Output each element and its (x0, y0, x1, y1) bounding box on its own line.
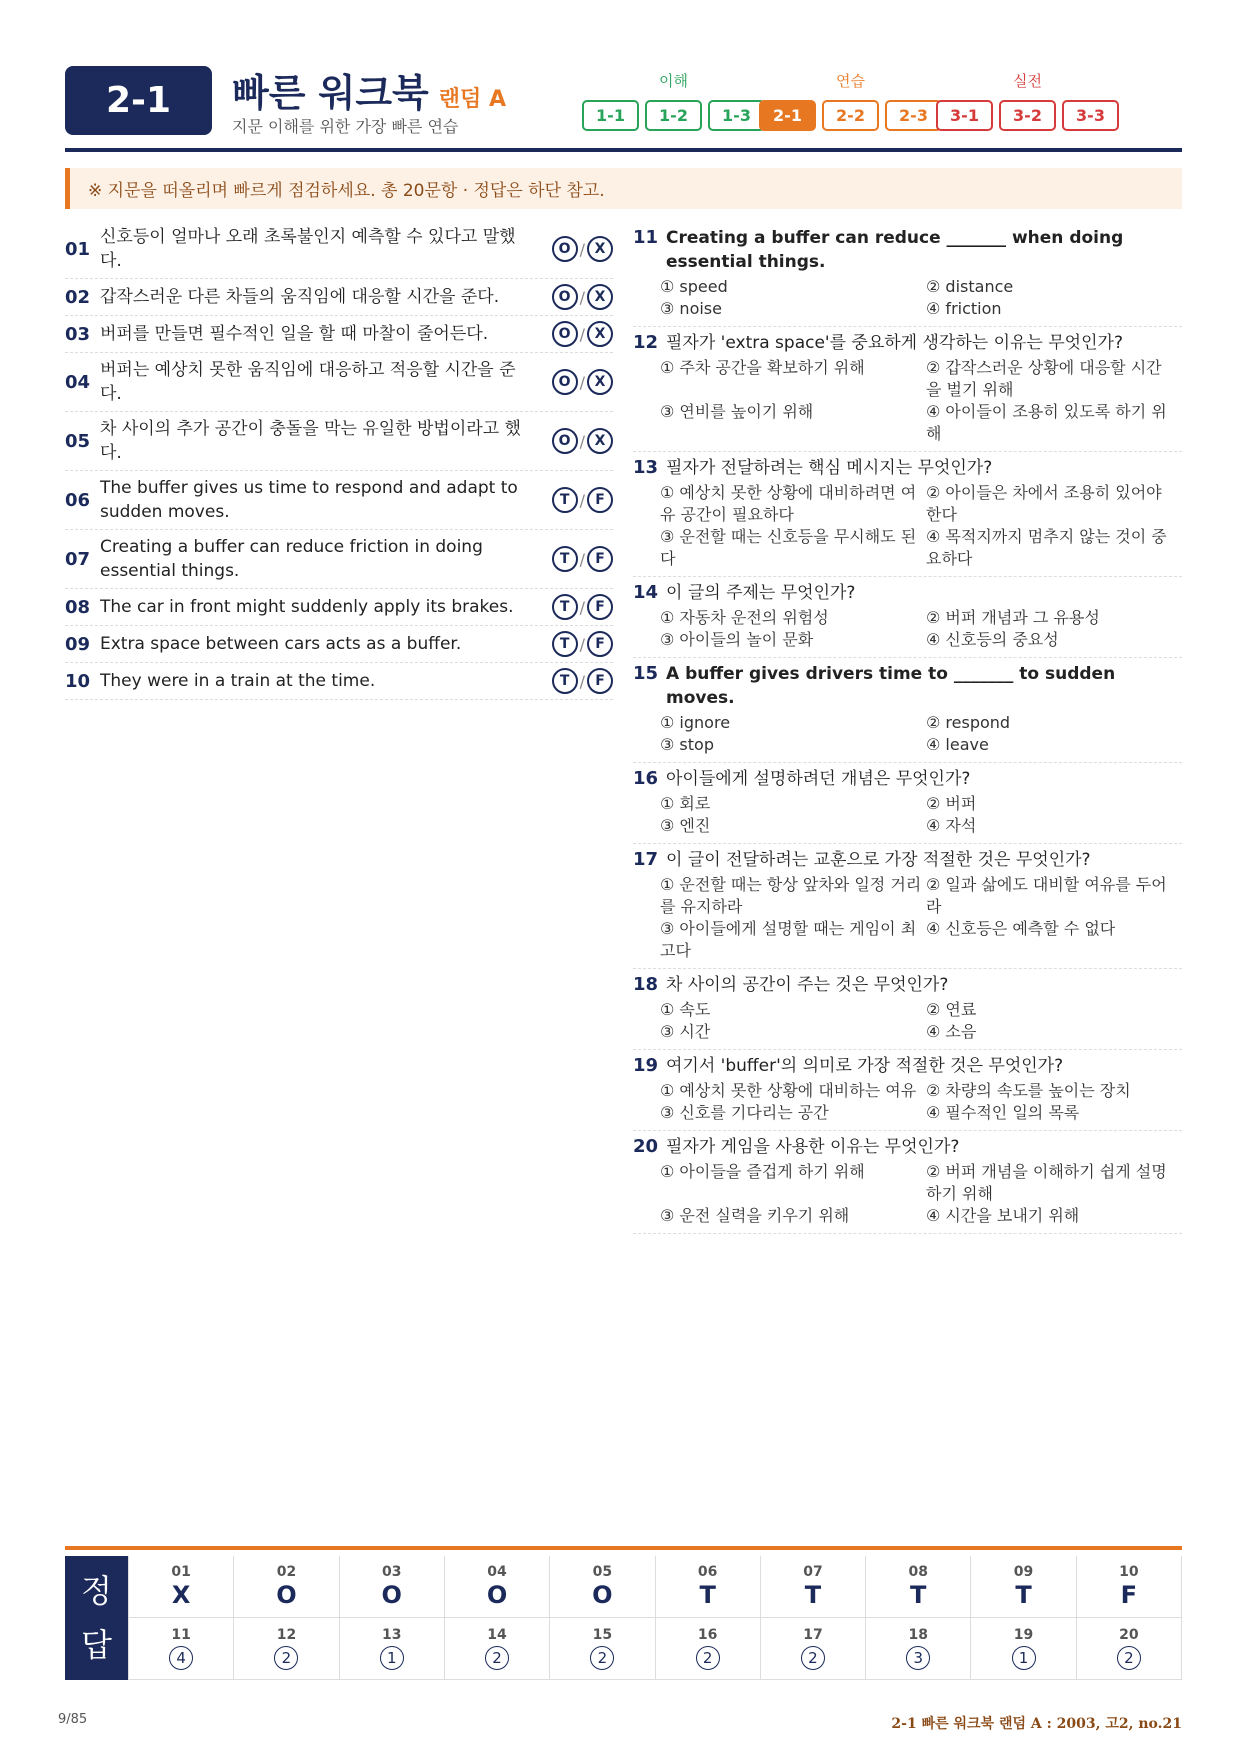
answer-number: 02 (276, 1563, 297, 1580)
answer-key (65, 1546, 1182, 1684)
mark-separator: / (579, 431, 585, 451)
answer-choice: 4 (169, 1646, 193, 1670)
answer-choice: 2 (696, 1646, 720, 1670)
question-text: 아이들에게 설명하려던 개념은 무엇인가? (666, 769, 971, 789)
mc-option[interactable]: ② respond (926, 713, 1011, 732)
answer-choice: 2 (801, 1646, 825, 1670)
answer-cell (971, 1618, 1076, 1680)
answer-marks (543, 236, 613, 262)
mc-options (633, 712, 1182, 756)
question-text: 버퍼는 예상치 못한 움직임에 대응하고 적응할 시간을 준다. (100, 360, 516, 404)
level-button-3-3[interactable]: 3-3 (1062, 100, 1119, 131)
mc-option[interactable]: ③ 신호를 기다리는 공간 (660, 1103, 829, 1122)
mc-question-stem (633, 331, 1182, 355)
mc-option[interactable]: ④ leave (926, 735, 989, 754)
header-divider (65, 148, 1182, 152)
question-text: Creating a buffer can reduce _______ when doing essential things. (666, 228, 1124, 272)
level-group-buttons (582, 100, 765, 131)
answer-marks (543, 284, 613, 310)
answer-marks (543, 321, 613, 347)
answer-marks (543, 369, 613, 395)
mc-question-stem (633, 1135, 1182, 1159)
question-number: 14 (633, 582, 659, 603)
question-text: Extra space between cars acts as a buffer. (100, 634, 462, 654)
mc-option[interactable]: ④ 시간을 보내기 위해 (926, 1206, 1080, 1225)
mc-option[interactable]: ③ 운전 실력을 키우기 위해 (660, 1206, 850, 1225)
mc-option[interactable]: ④ friction (926, 299, 1002, 318)
level-button-1-2[interactable]: 1-2 (645, 100, 702, 131)
mc-question (633, 452, 1182, 577)
answer-choice: 3 (906, 1646, 930, 1670)
mc-question-stem (633, 767, 1182, 791)
question-number: 11 (633, 227, 659, 248)
mark-separator: / (579, 490, 585, 510)
answer-label-top: 정 (81, 1572, 112, 1610)
mc-question (633, 844, 1182, 969)
mc-question (633, 969, 1182, 1050)
answer-number: 12 (276, 1627, 297, 1643)
answer-cell (971, 1556, 1076, 1618)
answer-cell (1077, 1618, 1182, 1680)
question-text: A buffer gives drivers time to _______ to sudden moves. (666, 664, 1116, 708)
answer-number: 01 (171, 1563, 191, 1580)
mark-option-o[interactable]: O (552, 236, 578, 262)
source-citation: 2-1 빠른 워크북 랜덤 A : 2003, 고2, no.21 (891, 1716, 1182, 1732)
question-text: 필자가 'extra space'를 중요하게 생각하는 이유는 무엇인가? (666, 333, 1123, 353)
answer-cell (550, 1556, 655, 1618)
question-number: 18 (633, 974, 659, 995)
mark-option-x[interactable]: X (587, 236, 613, 262)
mc-option[interactable]: ② 연료 (926, 1000, 977, 1019)
question-text: 갑작스러운 다른 차들의 움직임에 대응할 시간을 준다. (100, 287, 500, 307)
ox-question-row (65, 353, 613, 412)
mark-separator: / (579, 671, 585, 691)
mark-option-t[interactable]: T (552, 546, 578, 572)
mc-question-stem (633, 581, 1182, 605)
page-number: 9/85 (58, 1712, 88, 1727)
question-text: 차 사이의 공간이 주는 것은 무엇인가? (666, 975, 949, 995)
answer-number: 19 (1013, 1627, 1034, 1643)
page-title (232, 62, 506, 117)
mc-option[interactable]: ④ 필수적인 일의 목록 (926, 1103, 1080, 1122)
answer-number: 10 (1119, 1563, 1139, 1580)
mc-option[interactable]: ② 아이들은 차에서 조용히 있어야 한다 (926, 483, 1162, 524)
answer-cell (340, 1556, 445, 1618)
mark-separator: / (579, 634, 585, 654)
mc-option[interactable]: ④ 신호등의 중요성 (926, 630, 1059, 649)
answer-value: T (1015, 1580, 1032, 1609)
question-number: 01 (65, 238, 91, 260)
answer-number: 07 (803, 1563, 823, 1580)
answer-marks (543, 594, 613, 620)
mc-option[interactable]: ① 예상치 못한 상황에 대비하는 여유 (660, 1081, 917, 1100)
ox-question-row (65, 279, 613, 316)
answer-marks (543, 668, 613, 694)
answer-marks (543, 428, 613, 454)
question-text: 필자가 전달하려는 핵심 메시지는 무엇인가? (666, 458, 993, 478)
mc-option[interactable]: ③ stop (660, 735, 714, 754)
mc-question (633, 1050, 1182, 1131)
question-text: 이 글의 주제는 무엇인가? (666, 583, 856, 603)
ox-question-row (65, 663, 613, 700)
level-group-buttons (759, 100, 942, 131)
answer-number: 11 (171, 1627, 191, 1643)
answer-number: 14 (487, 1627, 507, 1643)
answer-value: X (171, 1580, 191, 1609)
question-number: 15 (633, 663, 659, 684)
mark-separator: / (579, 372, 585, 392)
mark-option-o[interactable]: O (552, 428, 578, 454)
answer-number: 08 (908, 1563, 928, 1580)
question-number: 05 (65, 430, 91, 452)
level-button-2-1[interactable]: 2-1 (759, 100, 816, 131)
question-number: 02 (65, 286, 91, 308)
mc-option[interactable]: ① ignore (660, 713, 731, 732)
ox-question-row (65, 530, 613, 589)
answer-value: T (699, 1580, 716, 1609)
ox-question-row (65, 316, 613, 353)
answer-cell (129, 1556, 234, 1618)
question-text: Creating a buffer can reduce friction in doing essential things. (100, 537, 483, 581)
mark-option-f[interactable]: F (587, 487, 613, 513)
ox-question-list (65, 220, 613, 700)
mc-option[interactable]: ② 버퍼 개념과 그 유용성 (926, 608, 1100, 627)
mc-question-stem (633, 973, 1182, 997)
mark-option-f[interactable]: F (587, 594, 613, 620)
question-text: 여기서 'buffer'의 의미로 가장 적절한 것은 무엇인가? (666, 1056, 1064, 1076)
level-group-buttons (936, 100, 1119, 131)
question-number: 12 (633, 332, 659, 353)
mc-options (633, 357, 1182, 445)
level-button-3-2[interactable]: 3-2 (999, 100, 1056, 131)
mc-question-list (633, 222, 1182, 1234)
mc-option[interactable]: ① 예상치 못한 상황에 대비하려면 여유 공간이 필요하다 (660, 483, 917, 524)
question-number: 20 (633, 1136, 659, 1157)
answer-cell (234, 1556, 339, 1618)
mc-option[interactable]: ② distance (926, 277, 1014, 296)
mark-option-t[interactable]: T (552, 487, 578, 513)
answer-label-bottom: 답 (81, 1626, 112, 1664)
mc-question (633, 327, 1182, 452)
mc-option[interactable]: ① 주차 공간을 확보하기 위해 (660, 358, 865, 377)
mc-question (633, 658, 1182, 763)
level-group-label: 연습 (836, 72, 865, 90)
level-group-label: 이해 (659, 72, 688, 90)
mc-options (633, 607, 1182, 651)
answer-cell (340, 1618, 445, 1680)
mark-separator: / (579, 597, 585, 617)
mark-option-o[interactable]: O (552, 321, 578, 347)
mc-option[interactable]: ① 회로 (660, 794, 711, 813)
mc-question-stem (633, 1054, 1182, 1078)
answer-marks (543, 631, 613, 657)
question-text: The car in front might suddenly apply its brakes. (100, 597, 514, 617)
question-text: 신호등이 얼마나 오래 초록불인지 예측할 수 있다고 말했다. (100, 227, 516, 271)
answer-choice: 2 (485, 1646, 509, 1670)
answer-cell (761, 1556, 866, 1618)
mc-option[interactable]: ④ 아이들이 조용히 있도록 하기 위해 (926, 402, 1167, 443)
answer-choice: 2 (274, 1646, 298, 1670)
mc-question-stem (633, 848, 1182, 872)
mc-option[interactable]: ② 버퍼 개념을 이해하기 쉽게 설명하기 위해 (926, 1162, 1167, 1203)
mark-separator: / (579, 549, 585, 569)
answer-cell (234, 1618, 339, 1680)
ox-question-row (65, 471, 613, 530)
answer-number: 09 (1013, 1563, 1034, 1580)
question-number: 07 (65, 548, 91, 570)
ox-question-row (65, 412, 613, 471)
mark-option-f[interactable]: F (587, 546, 613, 572)
ox-question-row (65, 220, 613, 279)
answer-key-label (65, 1556, 128, 1680)
mc-option[interactable]: ① 속도 (660, 1000, 711, 1019)
ox-question-row (65, 589, 613, 626)
question-text: 이 글이 전달하려는 교훈으로 가장 적절한 것은 무엇인가? (666, 850, 1091, 870)
question-number: 16 (633, 768, 659, 789)
answer-choice: 2 (1117, 1646, 1141, 1670)
mc-option[interactable]: ③ 엔진 (660, 816, 711, 835)
answer-value: O (276, 1580, 297, 1609)
mc-option[interactable]: ③ noise (660, 299, 722, 318)
question-number: 13 (633, 457, 659, 478)
mark-option-x[interactable]: X (587, 428, 613, 454)
level-button-2-3[interactable]: 2-3 (885, 100, 942, 131)
answer-choice: 1 (380, 1646, 404, 1670)
question-text: 필자가 게임을 사용한 이유는 무엇인가? (666, 1137, 960, 1157)
answer-cell (656, 1618, 761, 1680)
header (65, 66, 1182, 152)
mark-separator: / (579, 324, 585, 344)
answer-value: O (486, 1580, 508, 1609)
question-text: The buffer gives us time to respond and adapt to sudden moves. (100, 478, 518, 522)
mc-options (633, 482, 1182, 570)
level-button-1-1[interactable]: 1-1 (582, 100, 639, 131)
answer-cell (445, 1618, 550, 1680)
answer-choice: 1 (1012, 1646, 1036, 1670)
mc-options (633, 1161, 1182, 1227)
mc-option[interactable]: ① speed (660, 277, 728, 296)
answer-number: 13 (382, 1627, 402, 1643)
answer-grid (128, 1556, 1182, 1680)
answer-value: O (381, 1580, 402, 1609)
mc-option[interactable]: ④ 소음 (926, 1022, 977, 1041)
answer-cell (445, 1556, 550, 1618)
mc-question (633, 763, 1182, 844)
question-number: 03 (65, 323, 91, 345)
question-text: They were in a train at the time. (100, 671, 376, 691)
mc-option[interactable]: ④ 목적지까지 멈추지 않는 것이 중요하다 (926, 527, 1167, 568)
mark-option-x[interactable]: X (587, 321, 613, 347)
question-number: 19 (633, 1055, 659, 1076)
answer-marks (543, 487, 613, 513)
mark-option-f[interactable]: F (587, 631, 613, 657)
answer-number: 17 (803, 1627, 823, 1643)
mc-option[interactable]: ③ 연비를 높이기 위해 (660, 402, 814, 421)
mc-option[interactable]: ② 버퍼 (926, 794, 977, 813)
question-number: 06 (65, 489, 91, 511)
mc-options (633, 793, 1182, 837)
question-number: 09 (65, 633, 91, 655)
mc-option[interactable]: ③ 아이들의 놀이 문화 (660, 630, 814, 649)
question-number: 08 (65, 596, 91, 618)
answer-number: 18 (908, 1627, 928, 1643)
mc-option[interactable]: ③ 운전할 때는 신호등을 무시해도 된다 (660, 527, 917, 568)
mc-options (633, 874, 1182, 962)
mc-option[interactable]: ④ 신호등은 예측할 수 없다 (926, 919, 1116, 938)
mark-option-o[interactable]: O (552, 369, 578, 395)
mc-options (633, 1080, 1182, 1124)
title-variant: 랜덤 A (438, 87, 506, 112)
answer-cell (656, 1556, 761, 1618)
mc-option[interactable]: ③ 아이들에게 설명할 때는 게임이 최고다 (660, 919, 917, 960)
notice-banner: ※ 지문을 떠올리며 빠르게 점검하세요. 총 20문항 · 정답은 하단 참고. (65, 168, 1182, 209)
mc-question-stem (633, 662, 1182, 710)
mc-option[interactable]: ② 차량의 속도를 높이는 장치 (926, 1081, 1131, 1100)
mark-option-t[interactable]: T (552, 594, 578, 620)
mc-option[interactable]: ④ 자석 (926, 816, 977, 835)
answer-number: 16 (697, 1627, 718, 1643)
mark-separator: / (579, 287, 585, 307)
answer-number: 15 (592, 1627, 613, 1643)
answer-value: O (592, 1580, 613, 1609)
mc-option[interactable]: ① 운전할 때는 항상 앞차와 일정 거리를 유지하라 (660, 875, 922, 916)
level-button-3-1[interactable]: 3-1 (936, 100, 993, 131)
answer-cell (866, 1556, 971, 1618)
question-text: 버퍼를 만들면 필수적인 일을 할 때 마찰이 줄어든다. (100, 324, 489, 344)
answer-number: 05 (592, 1563, 613, 1580)
answer-value: F (1120, 1580, 1138, 1609)
mc-options (633, 999, 1182, 1043)
mc-option[interactable]: ① 자동차 운전의 위험성 (660, 608, 829, 627)
question-number: 10 (65, 670, 91, 692)
mark-option-t[interactable]: T (552, 668, 578, 694)
answer-number: 03 (382, 1563, 402, 1580)
unit-badge: 2-1 (65, 66, 212, 135)
answer-value: T (910, 1580, 927, 1609)
mark-option-x[interactable]: X (587, 369, 613, 395)
answer-number: 06 (697, 1563, 718, 1580)
question-number: 17 (633, 849, 659, 870)
mc-option[interactable]: ② 갑작스러운 상황에 대응할 시간을 벌기 위해 (926, 358, 1162, 399)
level-group-label: 실전 (1013, 72, 1042, 90)
answer-cell (1077, 1556, 1182, 1618)
mc-option[interactable]: ③ 시간 (660, 1022, 711, 1041)
mc-option[interactable]: ① 아이들을 즐겁게 하기 위해 (660, 1162, 865, 1181)
question-text: 차 사이의 추가 공간이 충돌을 막는 유일한 방법이라고 했다. (100, 419, 521, 463)
mc-question (633, 577, 1182, 658)
ox-question-row (65, 626, 613, 663)
mc-question-stem (633, 226, 1182, 274)
mark-option-f[interactable]: F (587, 668, 613, 694)
answer-choice: 2 (590, 1646, 614, 1670)
mark-option-x[interactable]: X (587, 284, 613, 310)
title-text: 빠른 워크북 (232, 71, 429, 115)
answer-value: T (804, 1580, 822, 1609)
mark-option-t[interactable]: T (552, 631, 578, 657)
mc-option[interactable]: ② 일과 삶에도 대비할 여유를 두어라 (926, 875, 1167, 916)
answer-cell (761, 1618, 866, 1680)
answer-number: 04 (487, 1563, 507, 1580)
mark-option-o[interactable]: O (552, 284, 578, 310)
level-button-1-3[interactable]: 1-3 (708, 100, 765, 131)
answer-cell (129, 1618, 234, 1680)
answer-marks (543, 546, 613, 572)
mc-question (633, 1131, 1182, 1234)
mark-separator: / (579, 239, 585, 259)
mc-options (633, 276, 1182, 320)
level-button-2-2[interactable]: 2-2 (822, 100, 879, 131)
mc-question-stem (633, 456, 1182, 480)
mc-question (633, 222, 1182, 327)
answer-cell (550, 1618, 655, 1680)
answer-number: 20 (1119, 1627, 1139, 1643)
question-number: 04 (65, 371, 91, 393)
page-subtitle: 지문 이해를 위한 가장 빠른 연습 (232, 117, 459, 136)
answer-cell (866, 1618, 971, 1680)
